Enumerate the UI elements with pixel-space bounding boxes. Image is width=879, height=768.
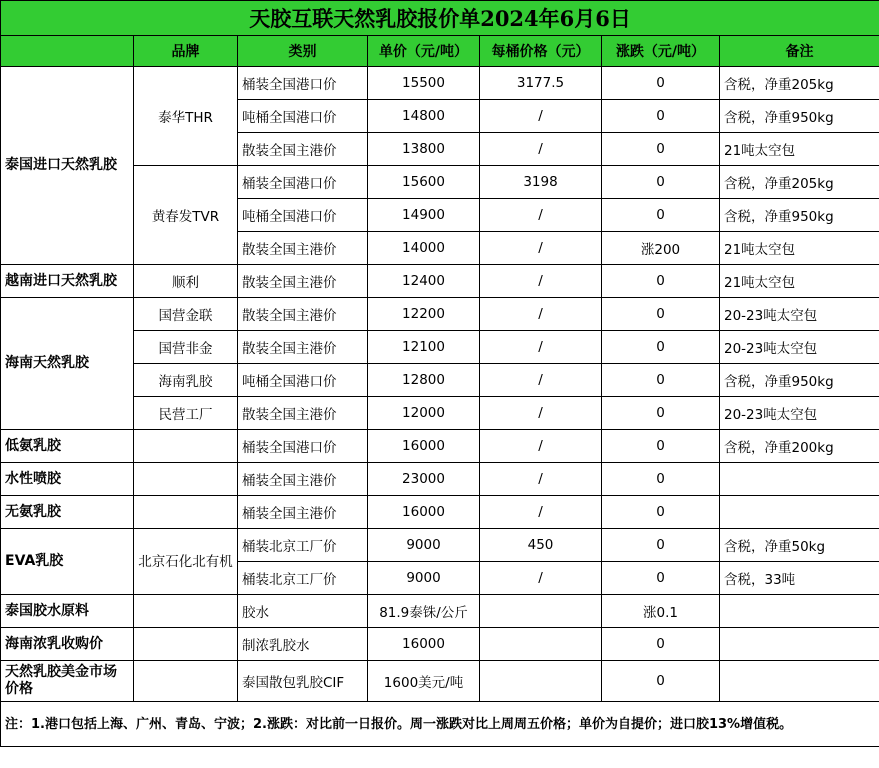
brand-cell <box>134 628 238 661</box>
page-title: 天胶互联天然乳胶报价单2024年6月6日 <box>1 1 879 36</box>
category-cell: 无氨乳胶 <box>1 496 134 529</box>
note-cell: 20-23吨太空包 <box>720 397 879 430</box>
note-cell: 含税，净重50kg <box>720 529 879 562</box>
table-row <box>1 496 879 529</box>
header-change: 涨跌（元/吨） <box>602 36 720 67</box>
table-row <box>1 529 879 562</box>
type-cell: 桶装全国港口价 <box>238 166 368 199</box>
change-cell: 0 <box>602 265 720 298</box>
type-cell: 桶装北京工厂价 <box>238 529 368 562</box>
header-barrel-price: 每桶价格（元） <box>480 36 602 67</box>
barrel-cell: / <box>480 430 602 463</box>
barrel-cell <box>480 661 602 702</box>
footnote: 注：1.港口包括上海、广州、青岛、宁波；2.涨跌：对比前一日报价。周一涨跌对比上周周五价格；单价为自提价；进口胶13%增值税。 <box>1 702 879 747</box>
table-row <box>1 430 879 463</box>
type-cell: 桶装全国主港价 <box>238 496 368 529</box>
type-cell: 散装全国主港价 <box>238 265 368 298</box>
price-cell: 15600 <box>368 166 480 199</box>
change-cell: 0 <box>602 661 720 702</box>
brand-cell <box>134 595 238 628</box>
note-cell: 含税，净重200kg <box>720 430 879 463</box>
type-cell: 散装全国主港价 <box>238 298 368 331</box>
table-row <box>1 463 879 496</box>
brand-cell: 顺利 <box>134 265 238 298</box>
category-cell: 低氨乳胶 <box>1 430 134 463</box>
change-cell: 0 <box>602 133 720 166</box>
price-cell: 1600美元/吨 <box>368 661 480 702</box>
barrel-cell: / <box>480 133 602 166</box>
type-cell: 散装全国主港价 <box>238 331 368 364</box>
barrel-cell: / <box>480 562 602 595</box>
barrel-cell: 3198 <box>480 166 602 199</box>
header-row <box>1 36 879 67</box>
change-cell: 0 <box>602 364 720 397</box>
price-cell: 16000 <box>368 628 480 661</box>
price-cell: 12000 <box>368 397 480 430</box>
barrel-cell: / <box>480 496 602 529</box>
price-cell: 12100 <box>368 331 480 364</box>
note-cell <box>720 628 879 661</box>
note-cell <box>720 496 879 529</box>
brand-cell: 黄春发TVR <box>134 166 238 265</box>
price-cell: 12200 <box>368 298 480 331</box>
note-cell: 21吨太空包 <box>720 133 879 166</box>
brand-cell: 海南乳胶 <box>134 364 238 397</box>
note-cell: 含税，净重950kg <box>720 199 879 232</box>
change-cell: 0 <box>602 463 720 496</box>
note-cell: 含税，净重205kg <box>720 67 879 100</box>
price-cell: 23000 <box>368 463 480 496</box>
barrel-cell: / <box>480 463 602 496</box>
category-cell: 天然乳胶美金市场价格 <box>1 661 134 702</box>
note-cell <box>720 463 879 496</box>
category-cell: EVA乳胶 <box>1 529 134 595</box>
type-cell: 吨桶全国港口价 <box>238 100 368 133</box>
type-cell: 胶水 <box>238 595 368 628</box>
change-cell: 0 <box>602 100 720 133</box>
note-cell: 21吨太空包 <box>720 232 879 265</box>
price-cell: 12400 <box>368 265 480 298</box>
barrel-cell: / <box>480 298 602 331</box>
header-note: 备注 <box>720 36 879 67</box>
price-cell: 9000 <box>368 529 480 562</box>
price-cell: 12800 <box>368 364 480 397</box>
change-cell: 0 <box>602 331 720 364</box>
change-cell: 涨0.1 <box>602 595 720 628</box>
brand-cell <box>134 496 238 529</box>
header-brand: 品牌 <box>134 36 238 67</box>
type-cell: 吨桶全国港口价 <box>238 364 368 397</box>
brand-cell <box>134 430 238 463</box>
note-cell: 21吨太空包 <box>720 265 879 298</box>
table-row <box>1 661 879 702</box>
change-cell: 0 <box>602 298 720 331</box>
price-cell: 14000 <box>368 232 480 265</box>
note-cell: 含税，33吨 <box>720 562 879 595</box>
change-cell: 0 <box>602 529 720 562</box>
barrel-cell: / <box>480 100 602 133</box>
price-cell: 14900 <box>368 199 480 232</box>
header-category <box>1 36 134 67</box>
note-cell <box>720 661 879 702</box>
barrel-cell: / <box>480 397 602 430</box>
table-row <box>1 298 879 331</box>
price-cell: 9000 <box>368 562 480 595</box>
header-type: 类别 <box>238 36 368 67</box>
barrel-cell: 450 <box>480 529 602 562</box>
change-cell: 0 <box>602 628 720 661</box>
note-cell: 含税，净重205kg <box>720 166 879 199</box>
type-cell: 散装全国主港价 <box>238 397 368 430</box>
category-cell: 水性喷胶 <box>1 463 134 496</box>
category-cell: 泰国进口天然乳胶 <box>1 67 134 265</box>
change-cell: 0 <box>602 496 720 529</box>
brand-cell: 国营金联 <box>134 298 238 331</box>
price-cell: 13800 <box>368 133 480 166</box>
barrel-cell: 3177.5 <box>480 67 602 100</box>
brand-cell: 民营工厂 <box>134 397 238 430</box>
brand-cell <box>134 463 238 496</box>
change-cell: 0 <box>602 430 720 463</box>
brand-cell: 泰华THR <box>134 67 238 166</box>
brand-cell: 北京石化北有机 <box>134 529 238 595</box>
barrel-cell <box>480 595 602 628</box>
category-cell: 海南天然乳胶 <box>1 298 134 430</box>
change-cell: 0 <box>602 199 720 232</box>
barrel-cell <box>480 628 602 661</box>
category-cell: 泰国胶水原料 <box>1 595 134 628</box>
category-cell: 海南浓乳收购价 <box>1 628 134 661</box>
table-row <box>1 265 879 298</box>
brand-cell <box>134 661 238 702</box>
header-unit-price: 单价（元/吨） <box>368 36 480 67</box>
price-cell: 16000 <box>368 430 480 463</box>
change-cell: 0 <box>602 397 720 430</box>
table-row <box>1 628 879 661</box>
type-cell: 吨桶全国港口价 <box>238 199 368 232</box>
type-cell: 桶装全国港口价 <box>238 430 368 463</box>
note-cell: 20-23吨太空包 <box>720 298 879 331</box>
change-cell: 0 <box>602 67 720 100</box>
note-cell <box>720 595 879 628</box>
price-cell: 16000 <box>368 496 480 529</box>
price-cell: 81.9泰铢/公斤 <box>368 595 480 628</box>
type-cell: 桶装全国港口价 <box>238 67 368 100</box>
type-cell: 散装全国主港价 <box>238 133 368 166</box>
type-cell: 桶装北京工厂价 <box>238 562 368 595</box>
type-cell: 散装全国主港价 <box>238 232 368 265</box>
barrel-cell: / <box>480 331 602 364</box>
barrel-cell: / <box>480 199 602 232</box>
price-cell: 14800 <box>368 100 480 133</box>
category-cell: 越南进口天然乳胶 <box>1 265 134 298</box>
change-cell: 0 <box>602 562 720 595</box>
price-cell: 15500 <box>368 67 480 100</box>
note-cell: 含税，净重950kg <box>720 364 879 397</box>
change-cell: 涨200 <box>602 232 720 265</box>
type-cell: 桶装全国主港价 <box>238 463 368 496</box>
note-cell: 20-23吨太空包 <box>720 331 879 364</box>
barrel-cell: / <box>480 232 602 265</box>
table-row <box>1 595 879 628</box>
change-cell: 0 <box>602 166 720 199</box>
table-row <box>1 67 879 100</box>
brand-cell: 国营非金 <box>134 331 238 364</box>
barrel-cell: / <box>480 265 602 298</box>
barrel-cell: / <box>480 364 602 397</box>
type-cell: 泰国散包乳胶CIF <box>238 661 368 702</box>
note-cell: 含税，净重950kg <box>720 100 879 133</box>
type-cell: 制浓乳胶水 <box>238 628 368 661</box>
